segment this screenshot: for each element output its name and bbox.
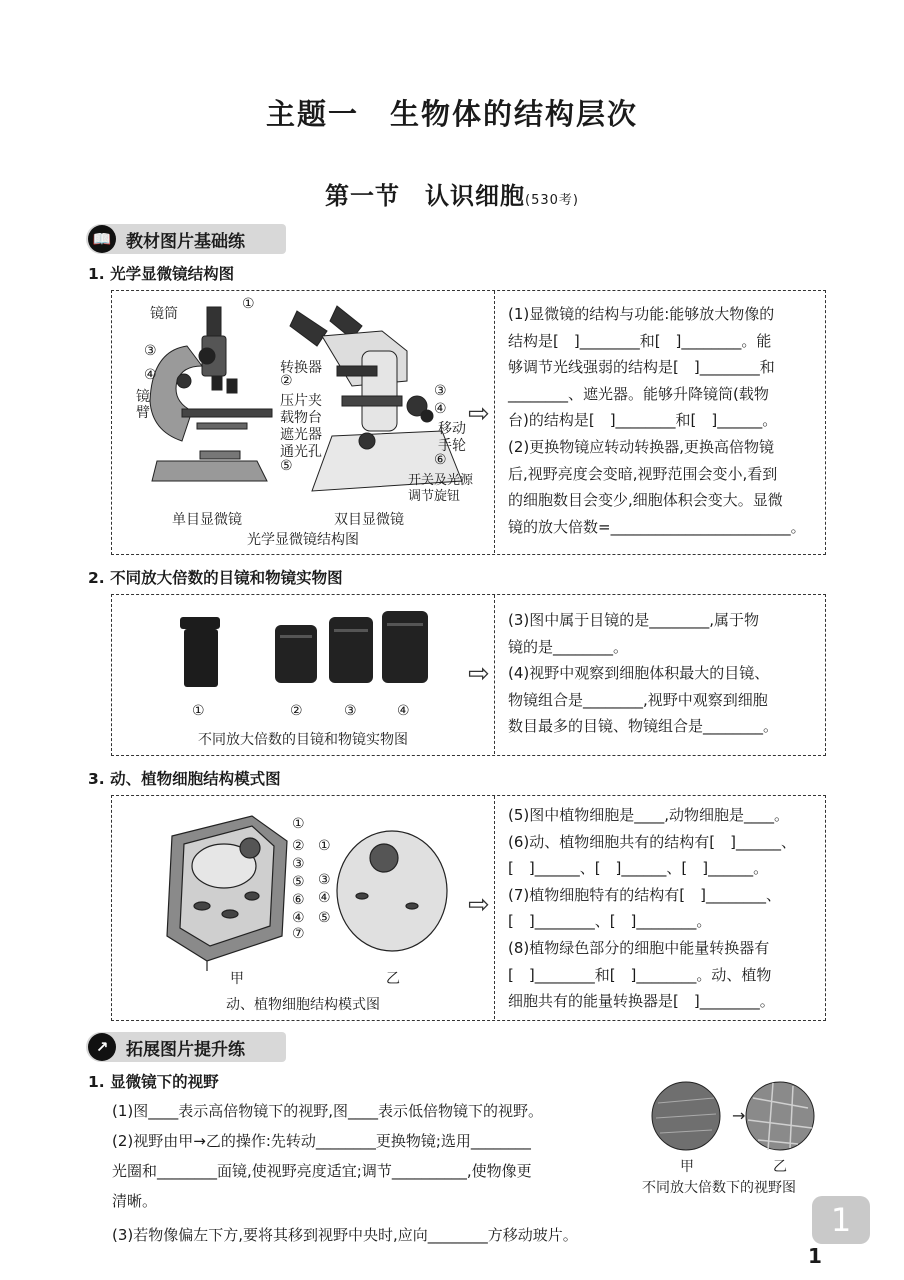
q3-line: (8)植物绿色部分的细胞中能量转换器有 <box>508 938 770 957</box>
right-arrow-icon: ⇨ <box>468 659 490 689</box>
q2-text <box>508 607 824 740</box>
q2-line: (4)视野中观察到细胞体积最大的目镜、 <box>508 664 770 683</box>
q2-line: (3)图中属于目镜的是________,属于物 <box>508 611 760 629</box>
plant-num-3: ③ <box>292 856 305 872</box>
label-c2: ② <box>280 373 293 389</box>
plant-num-4: ④ <box>292 910 305 926</box>
q1-text <box>508 301 824 540</box>
q3-line: (7)植物细胞特有的结构有[ ]________、 <box>508 885 781 904</box>
view-jia <box>652 1082 720 1150</box>
q1-heading: 1. 光学显微镜结构图 <box>88 265 235 283</box>
ext-line: (3)若物像偏左下方,要将其移到视野中央时,应向________方移动玻片。 <box>112 1226 578 1244</box>
label-tiaojie: 调节旋钮 <box>408 489 461 504</box>
ext-caption: 不同放大倍数下的视野图 <box>642 1180 796 1196</box>
page-number: 1 <box>808 1244 822 1268</box>
label-c5: ⑤ <box>280 458 293 474</box>
ext-label-yi: 乙 <box>773 1159 787 1175</box>
q1-cap-right: 双目显微镜 <box>334 512 404 528</box>
q3-heading: 3. 动、植物细胞结构模式图 <box>88 770 281 788</box>
section-name: 第一节 认识细胞 <box>325 182 526 210</box>
page-badge: 1 <box>812 1196 870 1244</box>
animal-cell <box>337 831 447 951</box>
q1-line: (2)更换物镜应转动转换器,更换高倍物镜 <box>508 437 775 456</box>
q1-line: 的细胞数目会变少,细胞体积会变大。显微 <box>508 491 783 510</box>
q2-divider <box>494 595 495 754</box>
label-zhuanhuanqi: 转换器 <box>280 360 322 376</box>
label-jia: 甲 <box>230 971 244 987</box>
q3-text <box>508 802 824 1015</box>
ext-heading: 1. 显微镜下的视野 <box>88 1073 219 1091</box>
plant-cell <box>167 816 287 971</box>
banner-basic <box>86 224 286 254</box>
label-kaiguan: 开关及光源 <box>408 473 474 488</box>
animal-num-1: ① <box>318 838 331 854</box>
lens-illustration <box>112 595 494 705</box>
q1-line: 后,视野亮度会变暗,视野范围会变小,看到 <box>508 464 778 483</box>
q1-box <box>111 290 826 555</box>
banner-extend-label: 拓展图片提升练 <box>126 1039 245 1060</box>
ext-line: 光圈和________面镜,使视野亮度适宜;调节__________,使物像更 <box>112 1162 532 1180</box>
ext-line: (2)视野由甲→乙的操作:先转动________更换物镜;选用________ <box>112 1132 531 1150</box>
q3-divider <box>494 796 495 1019</box>
q1-caption: 光学显微镜结构图 <box>247 532 359 548</box>
label-yi: 乙 <box>386 971 400 987</box>
q3-line: [ ]______、[ ]______、[ ]______。 <box>508 859 769 878</box>
objective-2 <box>329 617 373 683</box>
label-zheguangqi: 遮光器 <box>280 427 322 443</box>
plant-num-6: ⑥ <box>292 892 305 908</box>
animal-num-4: ④ <box>318 890 331 906</box>
plant-num-1: ① <box>292 816 305 832</box>
plant-num-2: ② <box>292 838 305 854</box>
objective-1 <box>275 625 317 683</box>
label-jingtong: 镜筒 <box>150 306 178 322</box>
q2-heading: 2. 不同放大倍数的目镜和物镜实物图 <box>88 569 343 587</box>
q1-line: 够调节光线强弱的结构是[ ]________和 <box>508 358 775 377</box>
q1-line: 结构是[ ]________和[ ]________。能 <box>508 331 772 350</box>
up-arrow-icon: ↗ <box>88 1033 116 1061</box>
book-icon: 📖 <box>88 225 116 253</box>
label-c3b: ③ <box>434 383 447 399</box>
right-arrow-icon: ⇨ <box>468 399 490 429</box>
svg-text:→: → <box>732 1106 746 1125</box>
label-yidong: 移动 <box>438 421 466 437</box>
banner-basic-label: 教材图片基础练 <box>126 231 245 252</box>
label-shoulun: 手轮 <box>438 438 466 454</box>
section-tag: (530考) <box>525 193 579 208</box>
label-c6: ⑥ <box>434 452 447 468</box>
label-c3a: ③ <box>144 343 157 359</box>
animal-num-3: ③ <box>318 872 331 888</box>
plant-num-5: ⑤ <box>292 874 305 890</box>
q1-line: 台)的结构是[ ]________和[ ]______。 <box>508 411 778 430</box>
q2-caption: 不同放大倍数的目镜和物镜实物图 <box>198 732 408 748</box>
ext-label-jia: 甲 <box>680 1159 694 1175</box>
q2-line: 物镜组合是________,视野中观察到细胞 <box>508 690 768 709</box>
q2-line: 镜的是________。 <box>508 637 629 656</box>
label-c4b: ④ <box>434 401 447 417</box>
plant-num-7: ⑦ <box>292 926 305 942</box>
q3-line: [ ]________、[ ]________。 <box>508 912 712 931</box>
q1-line: ________、遮光器。能够升降镜筒(载物 <box>508 384 769 403</box>
label-c1: ① <box>242 296 255 312</box>
field-of-view-illustration <box>648 1078 828 1158</box>
label-yapianjia: 压片夹 <box>280 393 322 409</box>
ext-line: (1)图____表示高倍物镜下的视野,图____表示低倍物镜下的视野。 <box>112 1102 544 1120</box>
section-title <box>0 176 904 211</box>
view-yi <box>746 1082 814 1150</box>
objective-3 <box>382 611 428 683</box>
monocular-microscope <box>150 307 272 481</box>
animal-num-5: ⑤ <box>318 910 331 926</box>
q3-line: 细胞共有的能量转换器是[ ]________。 <box>508 992 775 1011</box>
q1-line: 镜的放大倍数=________________________。 <box>508 517 806 536</box>
lens-num-2: ② <box>290 703 303 719</box>
label-c4a: ④ <box>144 367 157 383</box>
right-arrow-icon: ⇨ <box>468 890 490 920</box>
label-tongguangkong: 通光孔 <box>280 444 322 460</box>
lens-num-1: ① <box>192 703 205 719</box>
q3-box <box>111 795 826 1021</box>
q3-caption: 动、植物细胞结构模式图 <box>226 997 380 1013</box>
ext-text <box>112 1096 642 1250</box>
q1-divider <box>494 291 495 553</box>
label-jingbi: 镜臂 <box>136 389 150 421</box>
banner-extend <box>86 1032 286 1062</box>
q1-cap-left: 单目显微镜 <box>172 512 242 528</box>
q2-box <box>111 594 826 756</box>
page-title: 主题一 生物体的结构层次 <box>265 97 638 131</box>
q1-line: (1)显微镜的结构与功能:能够放大物像的 <box>508 305 775 323</box>
label-zaiwutai: 载物台 <box>280 410 322 426</box>
eyepiece <box>180 617 220 687</box>
ext-line: 清晰。 <box>112 1192 158 1210</box>
q2-line: 数目最多的目镜、物镜组合是________。 <box>508 717 779 736</box>
q3-line: (5)图中植物细胞是____,动物细胞是____。 <box>508 806 790 824</box>
q3-line: [ ]________和[ ]________。动、植物 <box>508 965 772 984</box>
q3-line: (6)动、植物细胞共有的结构有[ ]______、 <box>508 832 796 851</box>
lens-num-4: ④ <box>397 703 410 719</box>
lens-num-3: ③ <box>344 703 357 719</box>
